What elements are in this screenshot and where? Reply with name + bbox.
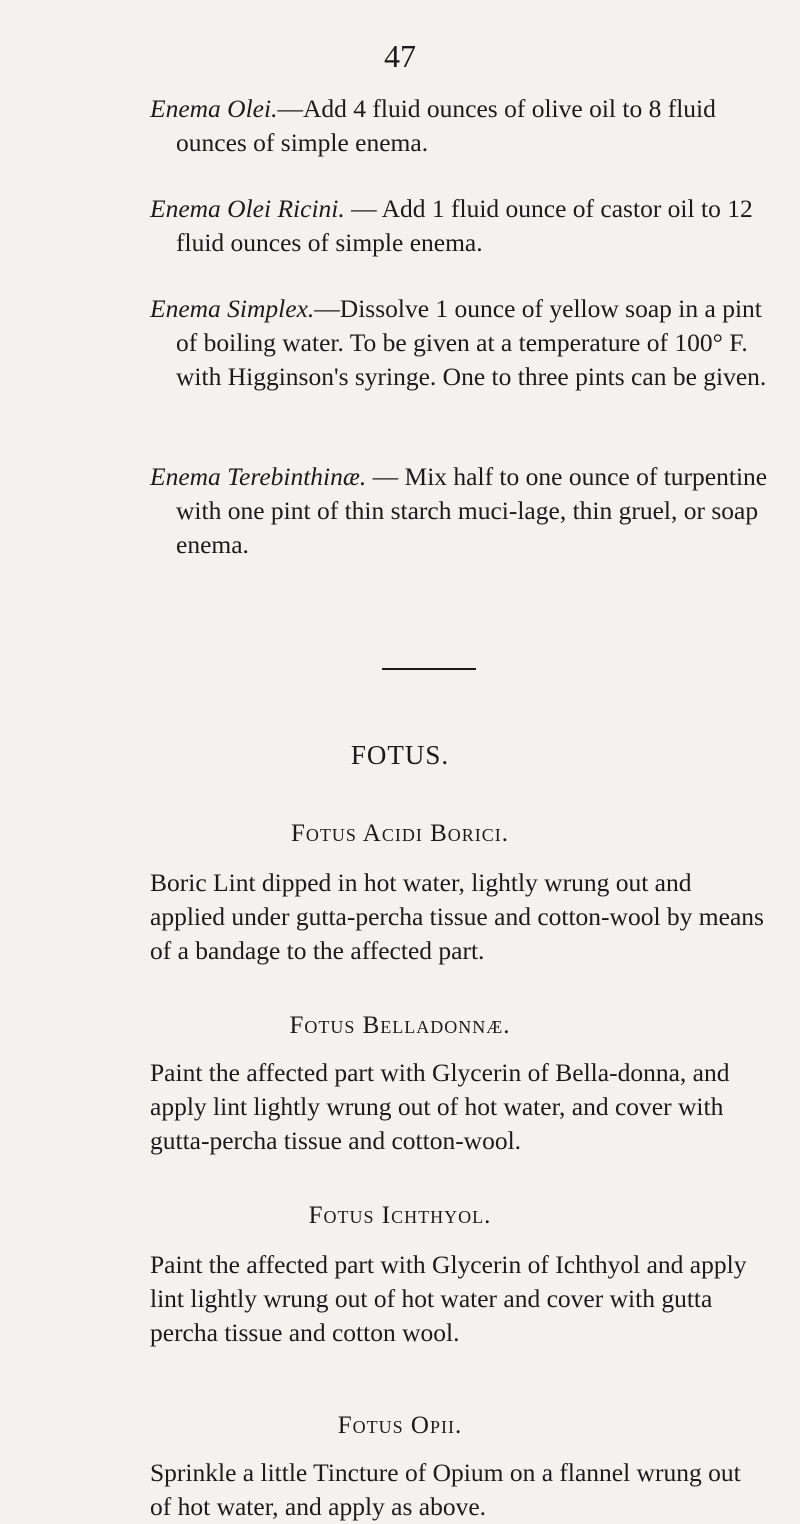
fotus-title-ichthyol: Fotus Ichthyol.	[308, 1202, 492, 1229]
page-number: 47	[384, 38, 416, 74]
fotus-text-opii: Sprinkle a little Tincture of Opium on a flannel wrung out of hot water, and apply as above.	[150, 1458, 741, 1521]
fotus-title-acidi-borici: Fotus Acidi Borici.	[291, 820, 509, 847]
entry-text: —Add 4 fluid ounces of olive oil to 8 fluid ounces of simple enema.	[176, 94, 716, 157]
entry-term: Enema Terebinthinæ.	[150, 462, 367, 491]
fotus-title-opii: Fotus Opii.	[337, 1412, 463, 1439]
fotus-text-belladonnae: Paint the affected part with Glycerin of Bella-donna, and apply lint lightly wrung out of hot water, and cover with gutta-percha tissue and cotton-wool.	[150, 1058, 730, 1155]
entry-enema-olei	[150, 92, 770, 160]
entry-term: Enema Simplex.	[150, 294, 315, 323]
fotus-title-belladonnae: Fotus Belladonnæ.	[289, 1012, 511, 1039]
entry-enema-terebinthinae	[150, 460, 770, 562]
entry-text: — Mix half to one ounce of turpentine with one pint of thin starch muci-lage, thin gruel, or soap enema.	[176, 462, 768, 559]
entry-text: —Dissolve 1 ounce of yellow soap in a pint of boiling water. To be given at a temperature of 100° F. with Higginson's syringe. One to three pints can be given.	[176, 294, 767, 391]
section-title: FOTUS.	[350, 740, 450, 770]
fotus-text-acidi-borici: Boric Lint dipped in hot water, lightly wrung out and applied under gutta-percha tissue and cotton-wool by means of a bandage to the affected part.	[150, 868, 764, 965]
section-divider	[382, 668, 476, 670]
entry-term: Enema Olei.	[150, 94, 278, 123]
entry-text: — Add 1 fluid ounce of castor oil to 12 fluid ounces of simple enema.	[176, 194, 753, 257]
entry-enema-olei-ricini	[150, 192, 770, 260]
fotus-text-ichthyol: Paint the affected part with Glycerin of Ichthyol and apply lint lightly wrung out of hot water and cover with gutta percha tissue and cotton wool.	[150, 1250, 747, 1347]
entry-term: Enema Olei Ricini.	[150, 194, 345, 223]
entry-enema-simplex	[150, 292, 770, 394]
